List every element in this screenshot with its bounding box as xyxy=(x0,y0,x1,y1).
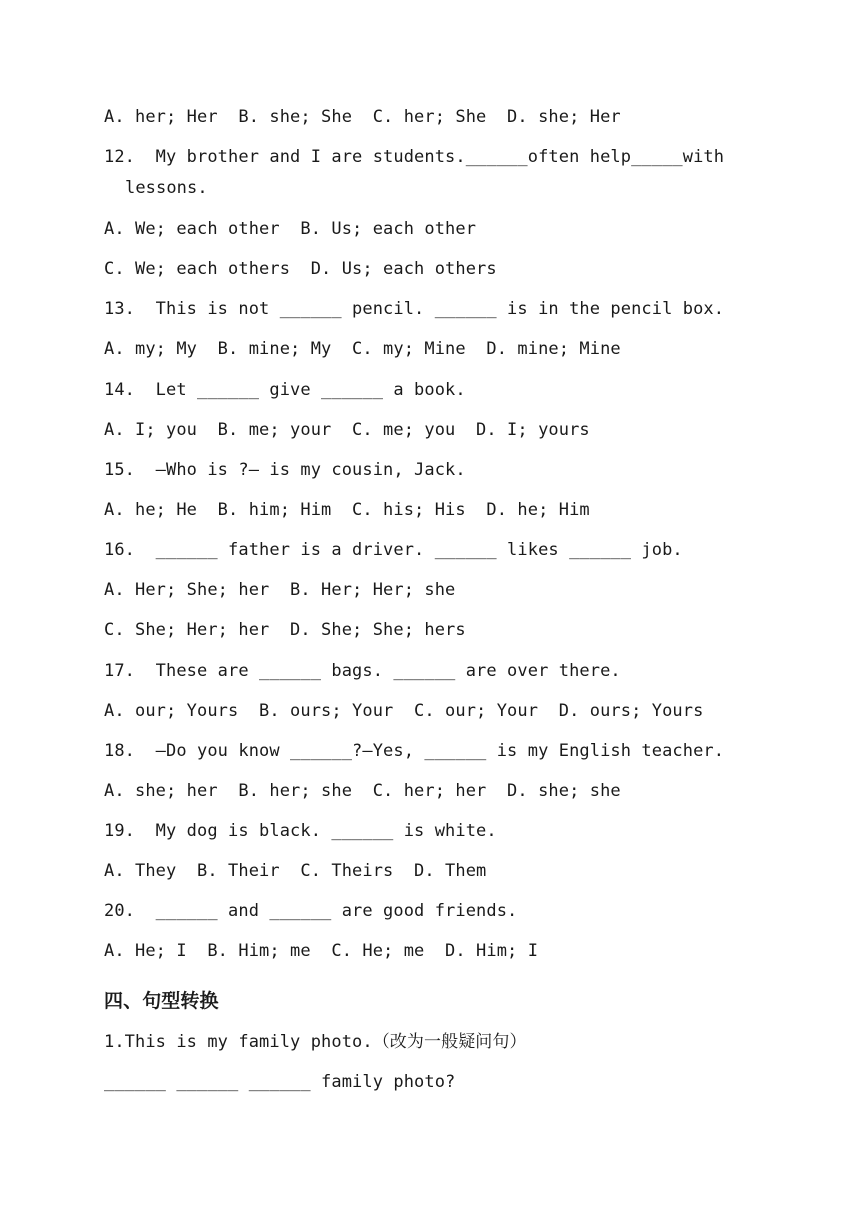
transform-q1: 1.This is my family photo.（改为一般疑问句） xyxy=(104,1032,527,1052)
q13-options: A. my; My B. mine; My C. my; Mine D. mine; Mine xyxy=(104,339,621,359)
q16-options-ab: A. Her; She; her B. Her; Her; she xyxy=(104,580,456,600)
q15-options: A. he; He B. him; Him C. his; His D. he; Him xyxy=(104,500,590,520)
q16-question: 16. ______ father is a driver. ______ likes ______ job. xyxy=(104,540,683,560)
q18-options: A. she; her B. her; she C. her; her D. she; she xyxy=(104,781,621,801)
q13-question: 13. This is not ______ pencil. ______ is in the pencil box. xyxy=(104,299,725,319)
q12-options-ab: A. We; each other B. Us; each other xyxy=(104,219,477,239)
q19-question: 19. My dog is black. ______ is white. xyxy=(104,821,497,841)
q14-options: A. I; you B. me; your C. me; you D. I; yours xyxy=(104,420,590,440)
section-heading: 四、句型转换 xyxy=(104,990,219,1012)
q17-question: 17. These are ______ bags. ______ are over there. xyxy=(104,661,621,681)
q20-question: 20. ______ and ______ are good friends. xyxy=(104,901,518,921)
transform-q1-answer: ______ ______ ______ family photo? xyxy=(104,1072,456,1092)
q14-question: 14. Let ______ give ______ a book. xyxy=(104,380,466,400)
q19-options: A. They B. Their C. Theirs D. Them xyxy=(104,861,487,881)
q11-options: A. her; Her B. she; She C. her; She D. she; Her xyxy=(104,107,621,127)
q20-options: A. He; I B. Him; me C. He; me D. Him; I xyxy=(104,941,539,961)
q12-question: 12. My brother and I are students.______often help_____with xyxy=(104,147,725,167)
q17-options: A. our; Yours B. ours; Your C. our; Your D. ours; Yours xyxy=(104,701,704,721)
q16-options-cd: C. She; Her; her D. She; She; hers xyxy=(104,620,466,640)
q15-question: 15. —Who is ?— is my cousin, Jack. xyxy=(104,460,466,480)
q12-question-continued: lessons. xyxy=(125,178,208,198)
q18-question: 18. —Do you know ______?—Yes, ______ is my English teacher. xyxy=(104,741,725,761)
q12-options-cd: C. We; each others D. Us; each others xyxy=(104,259,497,279)
